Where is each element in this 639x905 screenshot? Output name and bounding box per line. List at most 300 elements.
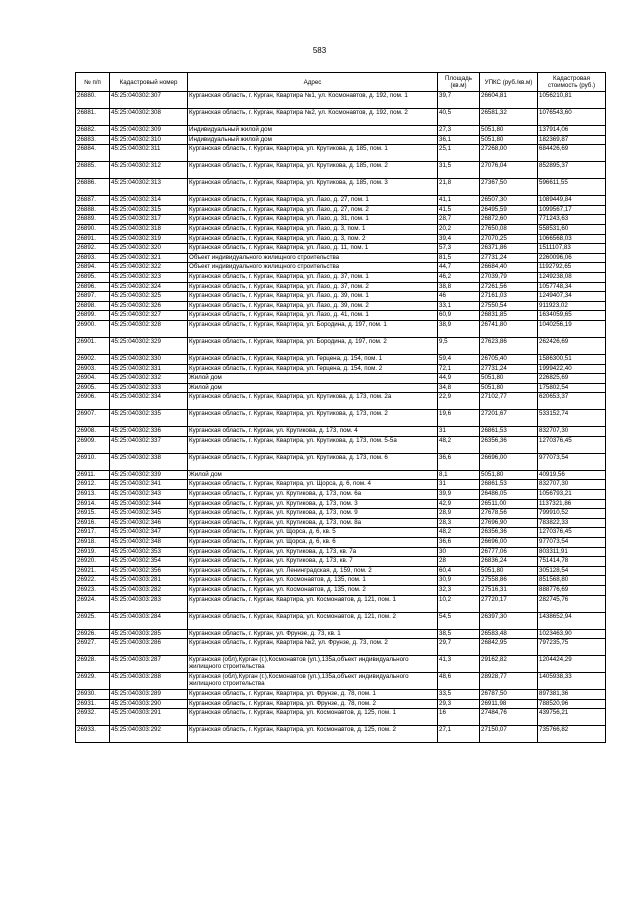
cadastral-cost-cell: 797235,75 bbox=[538, 639, 606, 656]
upks-cell: 26495,59 bbox=[480, 205, 538, 215]
cadastral-cost-cell: 305128,54 bbox=[538, 566, 606, 576]
address-cell: Курганская область, г. Курган, ул. Крутикова, д. 173, кв. 7 bbox=[188, 557, 438, 567]
cadastral-number-cell: 45:25:040302:353 bbox=[110, 547, 188, 557]
upks-cell: 27039,79 bbox=[480, 272, 538, 282]
upks-cell: 26486,05 bbox=[480, 490, 538, 500]
upks-cell: 27558,86 bbox=[480, 576, 538, 586]
cadastral-number-cell: 45:25:040302:326 bbox=[110, 301, 188, 311]
address-cell: Курганская область, г. Курган, Квартира, ул. Лазо, д. 3, пом. 2 bbox=[188, 234, 438, 244]
cadastral-number-cell: 45:25:040302:312 bbox=[110, 162, 188, 179]
cadastral-number-cell: 45:25:040303:286 bbox=[110, 639, 188, 656]
address-cell: Курганская область, г. Курган, Квартира, ул. Лазо, д. 3, пом. 1 bbox=[188, 224, 438, 234]
area-cell: 39,4 bbox=[438, 234, 480, 244]
upks-cell: 27720,17 bbox=[480, 595, 538, 612]
upks-cell: 27261,56 bbox=[480, 282, 538, 292]
table-row bbox=[76, 538, 606, 548]
upks-cell: 26684,40 bbox=[480, 263, 538, 273]
table-row bbox=[76, 393, 606, 410]
upks-cell: 26842,95 bbox=[480, 639, 538, 656]
upks-cell: 26356,36 bbox=[480, 436, 538, 453]
cadastral-number-cell: 45:25:040302:343 bbox=[110, 490, 188, 500]
table-row bbox=[76, 301, 606, 311]
address-cell: Курганская область, г. Курган, Квартира, ул. Лазо, д. 41, пом. 1 bbox=[188, 311, 438, 321]
area-cell: 44,9 bbox=[438, 374, 480, 384]
area-cell: 31 bbox=[438, 427, 480, 437]
address-cell: Курганская область, г. Курган, Квартира, ул. Лазо, д. 27, пом. 1 bbox=[188, 196, 438, 206]
cadastral-number-cell: 45:25:040302:313 bbox=[110, 179, 188, 196]
cadastral-number-cell: 45:25:040302:318 bbox=[110, 224, 188, 234]
address-cell: Курганская область, г. Курган, ул. Ленинградская, д. 159, пом. 2 bbox=[188, 566, 438, 576]
table-row bbox=[76, 244, 606, 254]
cadastral-cost-cell: 852895,37 bbox=[538, 162, 606, 179]
cadastral-cost-cell: 40919,56 bbox=[538, 470, 606, 480]
upks-cell: 26861,53 bbox=[480, 480, 538, 490]
area-cell: 30,9 bbox=[438, 576, 480, 586]
row-number-cell: 26885. bbox=[76, 162, 110, 179]
row-number-cell: 26924. bbox=[76, 595, 110, 612]
table-row bbox=[76, 282, 606, 292]
cadastral-cost-cell: 751414,78 bbox=[538, 557, 606, 567]
cadastral-cost-cell: 596611,55 bbox=[538, 179, 606, 196]
area-cell: 27,1 bbox=[438, 726, 480, 743]
cadastral-cost-cell: 1204424,29 bbox=[538, 656, 606, 673]
upks-cell: 26583,48 bbox=[480, 629, 538, 639]
table-row bbox=[76, 509, 606, 519]
cadastral-cost-cell: 1249407,34 bbox=[538, 292, 606, 302]
cadastral-number-cell: 45:25:040302:336 bbox=[110, 427, 188, 437]
address-cell: Объект индивидуального жилищного строительства bbox=[188, 253, 438, 263]
area-cell: 28,9 bbox=[438, 509, 480, 519]
upks-cell: 26831,85 bbox=[480, 311, 538, 321]
cadastral-cost-cell: 888776,69 bbox=[538, 586, 606, 596]
cadastral-number-cell: 45:25:040302:335 bbox=[110, 410, 188, 427]
area-cell: 34,8 bbox=[438, 383, 480, 393]
row-number-cell: 26912. bbox=[76, 480, 110, 490]
upks-cell: 26741,80 bbox=[480, 320, 538, 337]
cadastral-number-cell: 45:25:040302:356 bbox=[110, 566, 188, 576]
upks-cell: 26356,36 bbox=[480, 528, 538, 538]
upks-cell: 5051,80 bbox=[480, 383, 538, 393]
table-row bbox=[76, 292, 606, 302]
upks-cell: 27696,90 bbox=[480, 518, 538, 528]
row-number-cell: 26897. bbox=[76, 292, 110, 302]
row-number-cell: 26893. bbox=[76, 253, 110, 263]
cadastral-cost-cell: 137914,06 bbox=[538, 126, 606, 136]
row-number-cell: 26891. bbox=[76, 234, 110, 244]
address-cell: Жилой дом bbox=[188, 374, 438, 384]
cadastral-cost-cell: 262426,69 bbox=[538, 337, 606, 354]
cadastral-number-cell: 45:25:040302:334 bbox=[110, 393, 188, 410]
address-cell: Курганская область, г. Курган, ул. Щорса, д. 6, кв. 5 bbox=[188, 528, 438, 538]
area-cell: 44,7 bbox=[438, 263, 480, 273]
area-cell: 46,2 bbox=[438, 272, 480, 282]
header-number: № п/п bbox=[76, 73, 110, 92]
table-row bbox=[76, 92, 606, 109]
cadastral-number-cell: 45:25:040302:341 bbox=[110, 480, 188, 490]
area-cell: 33,5 bbox=[438, 690, 480, 700]
area-cell: 48,2 bbox=[438, 436, 480, 453]
address-cell: Курганская область, г. Курган, Квартира №2, ул. Космонавтов, д. 192, пом. 2 bbox=[188, 109, 438, 126]
row-number-cell: 26914. bbox=[76, 499, 110, 509]
area-cell: 41,1 bbox=[438, 196, 480, 206]
area-cell: 38,9 bbox=[438, 320, 480, 337]
cadastral-number-cell: 45:25:040302:319 bbox=[110, 234, 188, 244]
area-cell: 36,6 bbox=[438, 538, 480, 548]
address-cell: Курганская область, г. Курган, Квартира, ул. Лазо, д. 39, пом. 2 bbox=[188, 301, 438, 311]
address-cell: Курганская область, г. Курган, Квартира, ул. Лазо, д. 37, пом. 2 bbox=[188, 282, 438, 292]
cadastral-cost-cell: 1056793,21 bbox=[538, 490, 606, 500]
row-number-cell: 26925. bbox=[76, 612, 110, 629]
table-row bbox=[76, 253, 606, 263]
area-cell: 41,3 bbox=[438, 656, 480, 673]
cadastral-cost-cell: 1192792,65 bbox=[538, 263, 606, 273]
cadastral-number-cell: 45:25:040302:328 bbox=[110, 320, 188, 337]
address-cell: Курганская область, г. Курган, Квартира №2, ул. Фрунзе, д. 73, пом. 2 bbox=[188, 639, 438, 656]
table-row bbox=[76, 490, 606, 500]
table-row bbox=[76, 263, 606, 273]
cadastral-cost-cell: 558531,60 bbox=[538, 224, 606, 234]
table-row bbox=[76, 699, 606, 709]
area-cell: 46 bbox=[438, 292, 480, 302]
cadastral-number-cell: 45:25:040303:284 bbox=[110, 612, 188, 629]
cadastral-number-cell: 45:25:040303:291 bbox=[110, 709, 188, 726]
row-number-cell: 26908. bbox=[76, 427, 110, 437]
cadastral-number-cell: 45:25:040302:321 bbox=[110, 253, 188, 263]
table-row bbox=[76, 436, 606, 453]
table-row bbox=[76, 179, 606, 196]
row-number-cell: 26892. bbox=[76, 244, 110, 254]
cadastral-number-cell: 45:25:040302:310 bbox=[110, 135, 188, 145]
table-row bbox=[76, 518, 606, 528]
row-number-cell: 26918. bbox=[76, 538, 110, 548]
address-cell: Курганская область, г. Курган, Квартира, ул. Космонавтов, д. 125, пом. 1 bbox=[188, 709, 438, 726]
table-row bbox=[76, 135, 606, 145]
row-number-cell: 26901. bbox=[76, 337, 110, 354]
upks-cell: 27150,07 bbox=[480, 726, 538, 743]
address-cell: Курганская область, г. Курган, Квартира, ул. Лазо, д. 27, пом. 2 bbox=[188, 205, 438, 215]
address-cell: Индивидуальный жилой дом bbox=[188, 135, 438, 145]
area-cell: 22,9 bbox=[438, 393, 480, 410]
address-cell: Курганская область, г. Курган, ул. Крутикова, д. 173, пом. 4 bbox=[188, 427, 438, 437]
cadastral-number-cell: 45:25:040302:317 bbox=[110, 215, 188, 225]
upks-cell: 26507,30 bbox=[480, 196, 538, 206]
upks-cell: 26705,40 bbox=[480, 354, 538, 364]
table-row bbox=[76, 224, 606, 234]
upks-cell: 5051,80 bbox=[480, 374, 538, 384]
cadastral-number-cell: 45:25:040303:285 bbox=[110, 629, 188, 639]
table-row bbox=[76, 566, 606, 576]
cadastral-cost-cell: 832707,30 bbox=[538, 480, 606, 490]
address-cell: Курганская область, г. Курган, ул. Крутикова, д. 173, пом. 9 bbox=[188, 509, 438, 519]
cadastral-number-cell: 45:25:040303:290 bbox=[110, 699, 188, 709]
upks-cell: 5051,80 bbox=[480, 470, 538, 480]
cadastral-cost-cell: 1249238,08 bbox=[538, 272, 606, 282]
cadastral-number-cell: 45:25:040302:329 bbox=[110, 337, 188, 354]
area-cell: 16 bbox=[438, 709, 480, 726]
cadastral-number-cell: 45:25:040302:347 bbox=[110, 528, 188, 538]
cadastral-number-cell: 45:25:040302:323 bbox=[110, 272, 188, 282]
upks-cell: 26604,81 bbox=[480, 92, 538, 109]
row-number-cell: 26911. bbox=[76, 470, 110, 480]
address-cell: Курганская область, г. Курган, Квартира, ул. Крутикова, д. 173, пом. 2а bbox=[188, 393, 438, 410]
row-number-cell: 26907. bbox=[76, 410, 110, 427]
address-cell: Курганская область, г. Курган, Квартира, ул. Крутикова, д. 185, пом. 2 bbox=[188, 162, 438, 179]
address-cell: Курганская область, г. Курган, Квартира, ул. Крутикова, д. 185, пом. 3 bbox=[188, 179, 438, 196]
address-cell: Курганская область, г. Курган, Квартира, ул. Лазо, д. 39, пом. 1 bbox=[188, 292, 438, 302]
area-cell: 40,5 bbox=[438, 109, 480, 126]
row-number-cell: 26894. bbox=[76, 263, 110, 273]
cadastral-number-cell: 45:25:040303:292 bbox=[110, 726, 188, 743]
cadastral-number-cell: 45:25:040302:325 bbox=[110, 292, 188, 302]
cadastral-number-cell: 45:25:040302:315 bbox=[110, 205, 188, 215]
row-number-cell: 26886. bbox=[76, 179, 110, 196]
upks-cell: 27731,24 bbox=[480, 364, 538, 374]
address-cell: Курганская область, г. Курган, Квартира №1, ул. Космонавтов, д. 192, пом. 1 bbox=[188, 92, 438, 109]
table-row bbox=[76, 709, 606, 726]
area-cell: 38,8 bbox=[438, 282, 480, 292]
row-number-cell: 26899. bbox=[76, 311, 110, 321]
address-cell: Объект индивидуального жилищного строительства bbox=[188, 263, 438, 273]
address-cell: Курганская область, г. Курган, Квартира, ул. Щорса, д. 6, пом. 4 bbox=[188, 480, 438, 490]
cadastral-cost-cell: 2260096,06 bbox=[538, 253, 606, 263]
cadastral-number-cell: 45:25:040302:354 bbox=[110, 557, 188, 567]
row-number-cell: 26884. bbox=[76, 145, 110, 162]
address-cell: Курганская область, г. Курган, Квартира, ул. Крутикова, д. 173, пом. 5-5а bbox=[188, 436, 438, 453]
upks-cell: 29162,82 bbox=[480, 656, 538, 673]
upks-cell: 26511,00 bbox=[480, 499, 538, 509]
cadastral-number-cell: 45:25:040302:333 bbox=[110, 383, 188, 393]
table-row bbox=[76, 374, 606, 384]
area-cell: 48,6 bbox=[438, 673, 480, 690]
address-cell: Курганская область, г. Курган, Квартира, ул. Лазо, д. 37, пом. 1 bbox=[188, 272, 438, 282]
address-cell: Курганская область, г. Курган, Квартира, ул. Бородина, д. 197, пом. 1 bbox=[188, 320, 438, 337]
cadastral-cost-cell: 182369,87 bbox=[538, 135, 606, 145]
cadastral-cost-cell: 175802,54 bbox=[538, 383, 606, 393]
cadastral-cost-cell: 226825,69 bbox=[538, 374, 606, 384]
cadastral-number-cell: 45:25:040302:314 bbox=[110, 196, 188, 206]
row-number-cell: 26917. bbox=[76, 528, 110, 538]
table-row bbox=[76, 673, 606, 690]
table-row bbox=[76, 205, 606, 215]
cadastral-number-cell: 45:25:040302:345 bbox=[110, 509, 188, 519]
row-number-cell: 26930. bbox=[76, 690, 110, 700]
area-cell: 10,2 bbox=[438, 595, 480, 612]
header-cost: Кадастровая стоимость (руб.) bbox=[538, 73, 606, 92]
table-row bbox=[76, 320, 606, 337]
row-number-cell: 26889. bbox=[76, 215, 110, 225]
upks-cell: 27623,86 bbox=[480, 337, 538, 354]
area-cell: 81,5 bbox=[438, 253, 480, 263]
address-cell: Курганская область, г. Курган, Квартира, ул. Крутикова, д. 173, пом. 6 bbox=[188, 453, 438, 470]
address-cell: Курганская область, г. Курган, ул. Космонавтов, д. 135, пом. 2 bbox=[188, 586, 438, 596]
row-number-cell: 26903. bbox=[76, 364, 110, 374]
cadastral-number-cell: 45:25:040302:320 bbox=[110, 244, 188, 254]
cadastral-cost-cell: 1270376,45 bbox=[538, 528, 606, 538]
row-number-cell: 26931. bbox=[76, 699, 110, 709]
upks-cell: 26836,24 bbox=[480, 557, 538, 567]
row-number-cell: 26921. bbox=[76, 566, 110, 576]
row-number-cell: 26906. bbox=[76, 393, 110, 410]
cadastral-cost-cell: 1137321,86 bbox=[538, 499, 606, 509]
cadastral-cost-cell: 1089449,84 bbox=[538, 196, 606, 206]
cadastral-cost-cell: 1586300,51 bbox=[538, 354, 606, 364]
row-number-cell: 26928. bbox=[76, 656, 110, 673]
cadastral-cost-cell: 897381,36 bbox=[538, 690, 606, 700]
upks-cell: 26696,00 bbox=[480, 538, 538, 548]
upks-cell: 26861,53 bbox=[480, 427, 538, 437]
row-number-cell: 26904. bbox=[76, 374, 110, 384]
row-number-cell: 26926. bbox=[76, 629, 110, 639]
address-cell: Курганская область, г. Курган, Квартира, ул. Космонавтов, д. 121, пом. 2 bbox=[188, 612, 438, 629]
upks-cell: 27268,00 bbox=[480, 145, 538, 162]
address-cell: Курганская область, г. Курган, Квартира, ул. Крутикова, д. 185, пом. 1 bbox=[188, 145, 438, 162]
table-row bbox=[76, 480, 606, 490]
area-cell: 39,7 bbox=[438, 92, 480, 109]
table-row bbox=[76, 726, 606, 743]
upks-cell: 27070,25 bbox=[480, 234, 538, 244]
row-number-cell: 26915. bbox=[76, 509, 110, 519]
table-row bbox=[76, 547, 606, 557]
table-row bbox=[76, 629, 606, 639]
address-cell: Индивидуальный жилой дом bbox=[188, 126, 438, 136]
area-cell: 21,8 bbox=[438, 179, 480, 196]
cadastral-number-cell: 45:25:040302:322 bbox=[110, 263, 188, 273]
cadastral-cost-cell: 832707,30 bbox=[538, 427, 606, 437]
address-cell: Курганская область, г. Курган, ул. Крутикова, д. 173, пом. 6а bbox=[188, 490, 438, 500]
row-number-cell: 26887. bbox=[76, 196, 110, 206]
cadastral-table bbox=[75, 72, 606, 743]
table-row bbox=[76, 383, 606, 393]
header-cadastral-number: Кадастровый номер bbox=[110, 73, 188, 92]
cadastral-cost-cell: 1405938,33 bbox=[538, 673, 606, 690]
cadastral-number-cell: 45:25:040302:337 bbox=[110, 436, 188, 453]
cadastral-number-cell: 45:25:040302:332 bbox=[110, 374, 188, 384]
area-cell: 42,9 bbox=[438, 499, 480, 509]
area-cell: 72,1 bbox=[438, 364, 480, 374]
area-cell: 39,9 bbox=[438, 490, 480, 500]
row-number-cell: 26933. bbox=[76, 726, 110, 743]
cadastral-number-cell: 45:25:040302:330 bbox=[110, 354, 188, 364]
upks-cell: 27484,76 bbox=[480, 709, 538, 726]
cadastral-number-cell: 45:25:040302:339 bbox=[110, 470, 188, 480]
cadastral-cost-cell: 771243,63 bbox=[538, 215, 606, 225]
cadastral-number-cell: 45:25:040303:287 bbox=[110, 656, 188, 673]
address-cell: Курганская область, г. Курган, Квартира, ул. Бородина, д. 197, пом. 2 bbox=[188, 337, 438, 354]
cadastral-number-cell: 45:25:040302:309 bbox=[110, 126, 188, 136]
address-cell: Курганская область, г. Курган, ул. Фрунзе, д. 73, кв. 1 bbox=[188, 629, 438, 639]
row-number-cell: 26896. bbox=[76, 282, 110, 292]
upks-cell: 27650,08 bbox=[480, 224, 538, 234]
table-row bbox=[76, 109, 606, 126]
row-number-cell: 26922. bbox=[76, 576, 110, 586]
table-row bbox=[76, 337, 606, 354]
table-row bbox=[76, 126, 606, 136]
area-cell: 32,3 bbox=[438, 586, 480, 596]
header-area: Площадь (кв.м) bbox=[438, 73, 480, 92]
upks-cell: 27102,77 bbox=[480, 393, 538, 410]
row-number-cell: 26902. bbox=[76, 354, 110, 364]
upks-cell: 27161,03 bbox=[480, 292, 538, 302]
area-cell: 25,1 bbox=[438, 145, 480, 162]
row-number-cell: 26905. bbox=[76, 383, 110, 393]
row-number-cell: 26929. bbox=[76, 673, 110, 690]
table-row bbox=[76, 557, 606, 567]
area-cell: 36,1 bbox=[438, 135, 480, 145]
row-number-cell: 26890. bbox=[76, 224, 110, 234]
table-row bbox=[76, 639, 606, 656]
cadastral-cost-cell: 1066568,03 bbox=[538, 234, 606, 244]
address-cell: Курганская область, г. Курган, ул. Крутикова, д. 173, пом. 3 bbox=[188, 499, 438, 509]
address-cell: Курганская область, г. Курган, Квартира, ул. Фрунзе, д. 78, пом. 1 bbox=[188, 690, 438, 700]
upks-cell: 26371,86 bbox=[480, 244, 538, 254]
upks-cell: 5051,80 bbox=[480, 126, 538, 136]
row-number-cell: 26913. bbox=[76, 490, 110, 500]
table-row bbox=[76, 595, 606, 612]
cadastral-number-cell: 45:25:040302:324 bbox=[110, 282, 188, 292]
address-cell: Курганская область, г. Курган, Квартира, ул. Космонавтов, д. 125, пом. 2 bbox=[188, 726, 438, 743]
upks-cell: 26787,50 bbox=[480, 690, 538, 700]
cadastral-cost-cell: 851568,80 bbox=[538, 576, 606, 586]
upks-cell: 5051,80 bbox=[480, 566, 538, 576]
area-cell: 29,3 bbox=[438, 699, 480, 709]
table-row bbox=[76, 470, 606, 480]
upks-cell: 26777,06 bbox=[480, 547, 538, 557]
area-cell: 31,5 bbox=[438, 162, 480, 179]
area-cell: 30 bbox=[438, 547, 480, 557]
area-cell: 31 bbox=[438, 480, 480, 490]
table-row bbox=[76, 690, 606, 700]
cadastral-number-cell: 45:25:040303:281 bbox=[110, 576, 188, 586]
table-row bbox=[76, 499, 606, 509]
cadastral-cost-cell: 1270376,45 bbox=[538, 436, 606, 453]
area-cell: 60,9 bbox=[438, 311, 480, 321]
address-cell: Курганская область, г. Курган, Квартира, ул. Лазо, д. 31, пом. 1 bbox=[188, 215, 438, 225]
area-cell: 28 bbox=[438, 557, 480, 567]
cadastral-number-cell: 45:25:040302:348 bbox=[110, 538, 188, 548]
cadastral-number-cell: 45:25:040302:344 bbox=[110, 499, 188, 509]
upks-cell: 26696,00 bbox=[480, 453, 538, 470]
cadastral-cost-cell: 1099567,17 bbox=[538, 205, 606, 215]
address-cell: Курганская область, г. Курган, Квартира, ул. Герцена, д. 154, пом. 2 bbox=[188, 364, 438, 374]
row-number-cell: 26927. bbox=[76, 639, 110, 656]
cadastral-cost-cell: 1438652,94 bbox=[538, 612, 606, 629]
cadastral-number-cell: 45:25:040302:331 bbox=[110, 364, 188, 374]
cadastral-cost-cell: 788520,96 bbox=[538, 699, 606, 709]
cadastral-cost-cell: 533152,74 bbox=[538, 410, 606, 427]
table-row bbox=[76, 215, 606, 225]
cadastral-cost-cell: 1057748,34 bbox=[538, 282, 606, 292]
address-cell: Курганская область, г. Курган, Квартира, ул. Космонавтов, д. 121, пом. 1 bbox=[188, 595, 438, 612]
cadastral-cost-cell: 439756,21 bbox=[538, 709, 606, 726]
cadastral-cost-cell: 620653,37 bbox=[538, 393, 606, 410]
table-row bbox=[76, 354, 606, 364]
upks-cell: 27516,31 bbox=[480, 586, 538, 596]
cadastral-number-cell: 45:25:040303:282 bbox=[110, 586, 188, 596]
area-cell: 20,2 bbox=[438, 224, 480, 234]
row-number-cell: 26909. bbox=[76, 436, 110, 453]
table-row bbox=[76, 453, 606, 470]
upks-cell: 27201,67 bbox=[480, 410, 538, 427]
row-number-cell: 26916. bbox=[76, 518, 110, 528]
cadastral-cost-cell: 1076543,60 bbox=[538, 109, 606, 126]
upks-cell: 26397,30 bbox=[480, 612, 538, 629]
address-cell: Курганская область, г. Курган, Квартира, ул. Герцена, д. 154, пом. 1 bbox=[188, 354, 438, 364]
area-cell: 59,4 bbox=[438, 354, 480, 364]
upks-cell: 26911,98 bbox=[480, 699, 538, 709]
table-row bbox=[76, 576, 606, 586]
cadastral-number-cell: 45:25:040302:308 bbox=[110, 109, 188, 126]
row-number-cell: 26900. bbox=[76, 320, 110, 337]
